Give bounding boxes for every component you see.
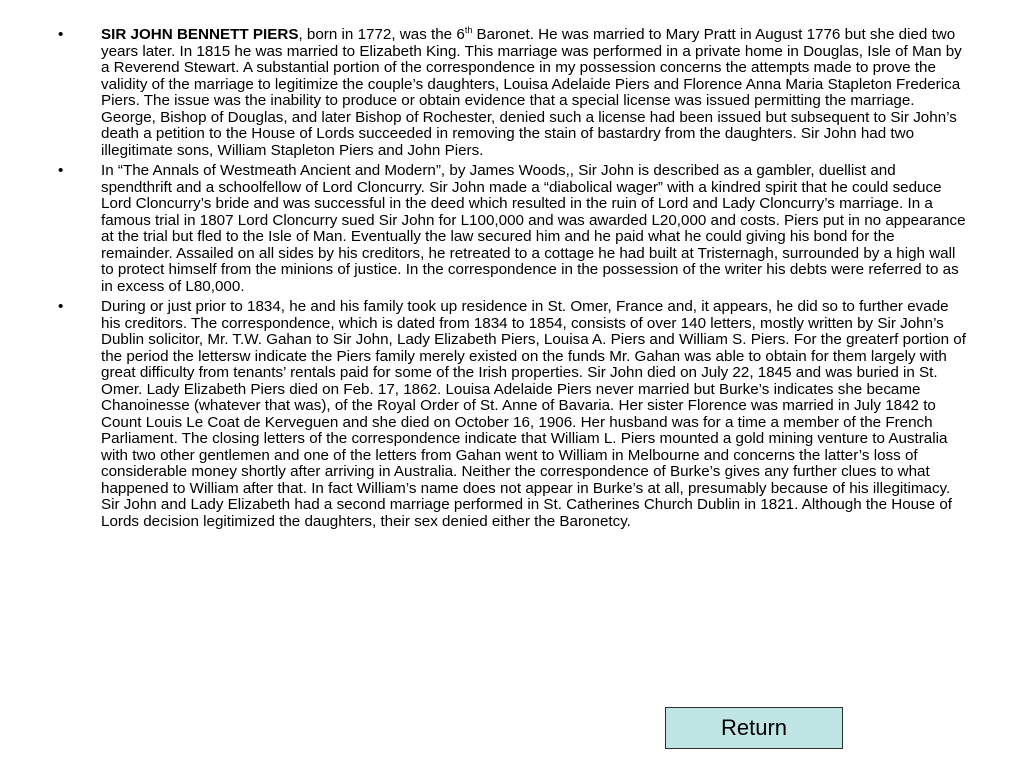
paragraph-text: , born in 1772, was the 6 bbox=[298, 26, 465, 43]
bullet-item-st-omer-residence bbox=[58, 299, 970, 530]
paragraph-text: Baronet. He was married to Mary Pratt in August 1776 but she died two years later. In 1815 he was married to Elizabeth King. This marriage was performed in a private home in Douglas, Isle of Man by a Reverend Stewart. A substantial portion of the correspondence in my possession concerns the attempts made to prove the validity of the marriage to legitimize the couple’s daughters, Louisa Adelaide Piers and Florence Anna Maria Stapleton Frederica Piers. The issue was the inability to produce or obtain evidence that a special license was issued permitting the marriage. George, Bishop of Douglas, and later Bishop of Rochester, denied such a license had been issued but subsequent to Sir John’s death a petition to the House of Lords succeeded in removing the stain of bastardry from the daughters. Sir John had two illegitimate sons, William Stapleton Piers and John Piers. bbox=[101, 26, 962, 159]
return-button[interactable]: Return bbox=[665, 707, 843, 749]
bullet-icon: • bbox=[58, 298, 64, 315]
person-name-heading: SIR JOHN BENNETT PIERS bbox=[101, 26, 299, 43]
ordinal-superscript: th bbox=[464, 24, 473, 35]
bullet-icon: • bbox=[58, 162, 64, 179]
bullet-icon: • bbox=[58, 26, 64, 43]
bullet-item-annals-of-westmeath bbox=[58, 163, 970, 295]
bullet-item-sir-john-bennett-piers bbox=[58, 24, 970, 159]
bullet-list bbox=[58, 24, 970, 534]
paragraph-text: In “The Annals of Westmeath Ancient and Modern”, by James Woods,, Sir John is described as a gambler, duellist and spendthrift and a schoolfellow of Lord Cloncurry. Sir John made a “diabolical wager” with a kindred spirit that he could seduce Lord Cloncurry’s bride and was successful in the deed which resulted in the ruin of Lord and Lady Cloncurry’s marriage. In a famous trial in 1807 Lord Cloncurry sued Sir John for L100,000 and was awarded L20,000 and costs. Piers put in no appearance at the trial but fled to the Isle of Man. Eventually the law secured him and he paid what he could giving his bond for the remainder. Assailed on all sides by his creditors, he retreated to a cottage he had built at Tristernagh, surrounded by a high wall to protect himself from the minions of justice. In the correspondence in the possession of the writer his debts were referred to as in excess of L80,000. bbox=[101, 162, 966, 295]
paragraph-text: During or just prior to 1834, he and his family took up residence in St. Omer, France and, it appears, he did so to further evade his creditors. The correspondence, which is dated from 1834 to 1854, consists of over 140 letters, mostly written by Sir John’s Dublin solicitor, Mr. T.W. Gahan to Sir John, Lady Elizabeth Piers, Louisa A. Piers and William S. Piers. For the greaterf portion of the period the lettersw indicate the Piers family merely existed on the funds Mr. Gahan was able to obtain for them largely with great difficulty from tenants’ rentals paid for some of the Irish properties. Sir John died on July 22, 1845 and was buried in St. Omer. Lady Elizabeth Piers died on Feb. 17, 1862. Louisa Adelaide Piers never married but Burke’s indicates she became Chanoinesse (whatever that was), of the Royal Order of St. Anne of Bavaria. Her sister Florence was married in July 1842 to Count Louis Le Coat de Kerveguen and she died on October 16, 1906. Her husband was for a time a member of the French Parliament. The closing letters of the correspondence indicate that William L. Piers mounted a gold mining venture to Australia with two other gentlemen and one of the letters from Gahan went to William in Melbourne and concerns the latter’s loss of considerable money shortly after arriving in Australia. Neither the correspondence of Burke’s gives any further clues to what happened to William after that. In fact William’s name does not appear in Burke’s at all, presumably because of his illegitimacy. Sir John and Lady Elizabeth had a second marriage performed in St. Catherines Church Dublin in 1821. Although the House of Lords decision legitimized the daughters, their sex denied either the Baronetcy. bbox=[101, 298, 966, 530]
